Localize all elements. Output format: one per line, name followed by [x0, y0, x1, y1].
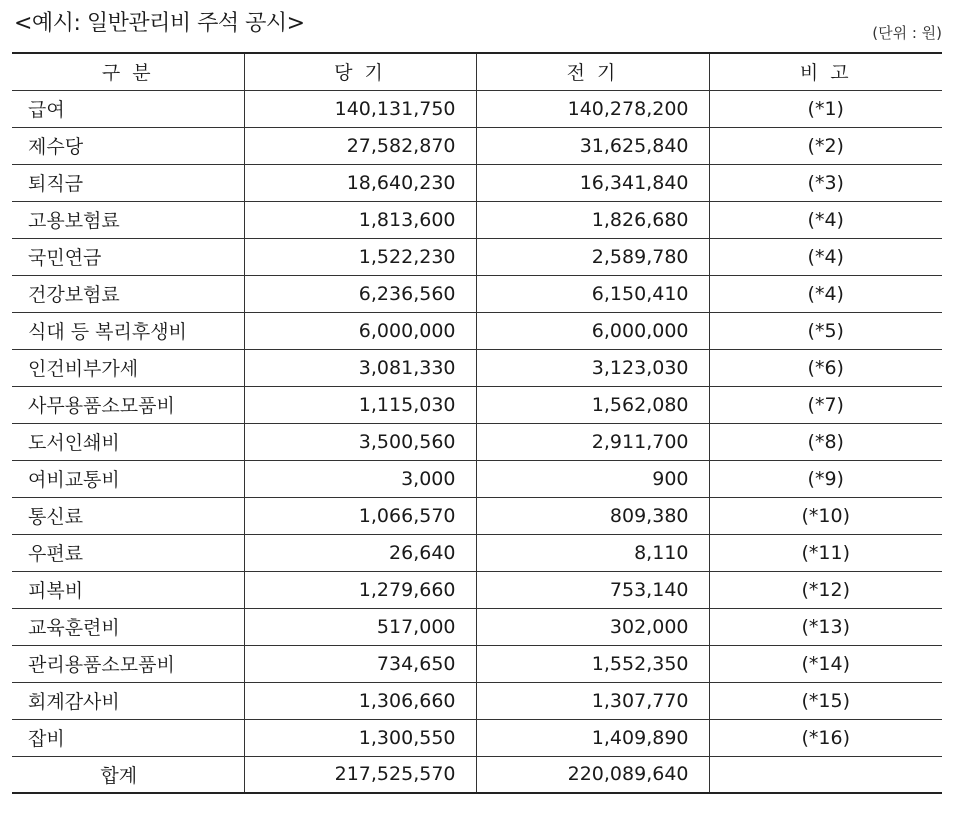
table-row [12, 201, 942, 238]
unit-label: (단위 : 원) [872, 24, 942, 42]
row-current-amount: 1,306,660 [244, 682, 476, 719]
total-current-amount: 217,525,570 [244, 756, 476, 793]
table-row [12, 608, 942, 645]
row-category: 교육훈련비 [12, 608, 244, 645]
row-remark: (*8) [709, 423, 942, 460]
table-row [12, 164, 942, 201]
row-category: 회계감사비 [12, 682, 244, 719]
row-category: 국민연금 [12, 238, 244, 275]
row-category: 고용보험료 [12, 201, 244, 238]
row-previous-amount: 6,000,000 [476, 312, 709, 349]
row-current-amount: 1,279,660 [244, 571, 476, 608]
row-category: 여비교통비 [12, 460, 244, 497]
row-category: 퇴직금 [12, 164, 244, 201]
table-row [12, 90, 942, 127]
row-previous-amount: 900 [476, 460, 709, 497]
row-category: 제수당 [12, 127, 244, 164]
table-row [12, 571, 942, 608]
table-row [12, 423, 942, 460]
page-title: <예시: 일반관리비 주석 공시> [14, 11, 305, 36]
row-previous-amount: 1,307,770 [476, 682, 709, 719]
row-current-amount: 18,640,230 [244, 164, 476, 201]
row-previous-amount: 302,000 [476, 608, 709, 645]
row-category: 통신료 [12, 497, 244, 534]
table-row [12, 682, 942, 719]
row-previous-amount: 6,150,410 [476, 275, 709, 312]
row-remark: (*3) [709, 164, 942, 201]
table-row [12, 238, 942, 275]
row-remark: (*16) [709, 719, 942, 756]
row-previous-amount: 2,911,700 [476, 423, 709, 460]
row-category: 급여 [12, 90, 244, 127]
row-current-amount: 3,000 [244, 460, 476, 497]
row-category: 관리용품소모품비 [12, 645, 244, 682]
row-current-amount: 1,522,230 [244, 238, 476, 275]
row-remark: (*11) [709, 534, 942, 571]
table-row [12, 275, 942, 312]
table-row [12, 312, 942, 349]
table-row [12, 349, 942, 386]
row-remark: (*1) [709, 90, 942, 127]
table-row [12, 460, 942, 497]
row-category: 식대 등 복리후생비 [12, 312, 244, 349]
row-remark: (*13) [709, 608, 942, 645]
row-previous-amount: 8,110 [476, 534, 709, 571]
row-current-amount: 140,131,750 [244, 90, 476, 127]
row-remark: (*2) [709, 127, 942, 164]
row-category: 우편료 [12, 534, 244, 571]
row-current-amount: 517,000 [244, 608, 476, 645]
row-category: 피복비 [12, 571, 244, 608]
total-remark [709, 756, 942, 793]
row-current-amount: 6,236,560 [244, 275, 476, 312]
header-previous-period: 전 기 [476, 53, 709, 90]
row-previous-amount: 1,552,350 [476, 645, 709, 682]
header-category: 구 분 [12, 53, 244, 90]
row-remark: (*7) [709, 386, 942, 423]
row-remark: (*4) [709, 201, 942, 238]
table-header-row [12, 53, 942, 90]
row-category: 건강보험료 [12, 275, 244, 312]
total-label: 합계 [12, 756, 244, 793]
table-body [12, 90, 942, 793]
row-previous-amount: 31,625,840 [476, 127, 709, 164]
row-current-amount: 1,300,550 [244, 719, 476, 756]
row-remark: (*12) [709, 571, 942, 608]
row-remark: (*4) [709, 238, 942, 275]
row-remark: (*9) [709, 460, 942, 497]
row-remark: (*5) [709, 312, 942, 349]
table-row [12, 386, 942, 423]
row-previous-amount: 753,140 [476, 571, 709, 608]
row-previous-amount: 809,380 [476, 497, 709, 534]
row-current-amount: 1,813,600 [244, 201, 476, 238]
row-current-amount: 1,066,570 [244, 497, 476, 534]
row-category: 잡비 [12, 719, 244, 756]
header-remarks: 비 고 [709, 53, 942, 90]
row-current-amount: 3,500,560 [244, 423, 476, 460]
row-remark: (*4) [709, 275, 942, 312]
row-remark: (*10) [709, 497, 942, 534]
table-row [12, 127, 942, 164]
row-previous-amount: 1,562,080 [476, 386, 709, 423]
row-remark: (*14) [709, 645, 942, 682]
header-current-period: 당 기 [244, 53, 476, 90]
row-current-amount: 6,000,000 [244, 312, 476, 349]
row-previous-amount: 1,826,680 [476, 201, 709, 238]
row-remark: (*15) [709, 682, 942, 719]
total-previous-amount: 220,089,640 [476, 756, 709, 793]
table-row [12, 719, 942, 756]
row-previous-amount: 2,589,780 [476, 238, 709, 275]
row-category: 사무용품소모품비 [12, 386, 244, 423]
row-current-amount: 3,081,330 [244, 349, 476, 386]
table-row [12, 645, 942, 682]
row-previous-amount: 140,278,200 [476, 90, 709, 127]
row-previous-amount: 16,341,840 [476, 164, 709, 201]
row-current-amount: 26,640 [244, 534, 476, 571]
expense-notes-table [12, 52, 942, 794]
table-row [12, 497, 942, 534]
row-category: 인건비부가세 [12, 349, 244, 386]
row-current-amount: 1,115,030 [244, 386, 476, 423]
row-category: 도서인쇄비 [12, 423, 244, 460]
row-remark: (*6) [709, 349, 942, 386]
row-current-amount: 734,650 [244, 645, 476, 682]
row-previous-amount: 1,409,890 [476, 719, 709, 756]
row-previous-amount: 3,123,030 [476, 349, 709, 386]
table-row [12, 534, 942, 571]
total-row [12, 756, 942, 793]
row-current-amount: 27,582,870 [244, 127, 476, 164]
